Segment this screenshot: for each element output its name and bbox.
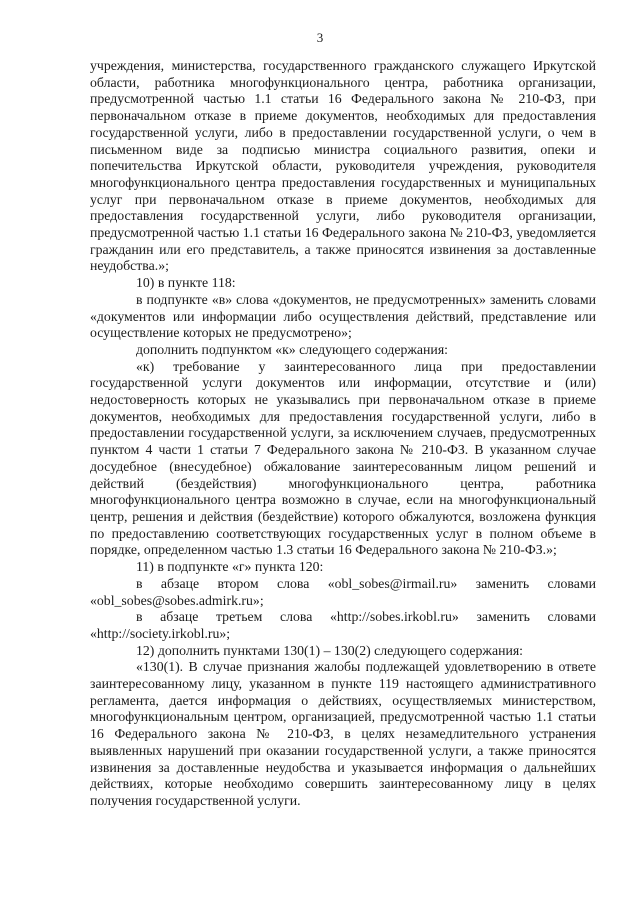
paragraph-item-11: 11) в подпункте «г» пункта 120: [136,559,324,575]
paragraph-item-12: 12) дополнить пунктами 130(1) – 130(2) следующего содержания: [136,642,524,658]
paragraph-item-10: 10) в пункте 118: [136,275,236,291]
document-body [90,58,596,810]
paragraph-subitem-k-text: «к) требование у заинтересованного лица при предоставлении государственной услуги документов или информации, отсутствие и (или) недостоверность которых не указывались при первоначальном отказе в приеме документов, необходимых для предоставления государственной услуги, либо в предоставлении государственной услуги, за исключением случаев, предусмотренных пунктом 4 части 1 статьи 7 Федерального закона № 210-ФЗ. В указанном случае досудебное (внесудебное) обжалование заинтересованным лицом решений и действий (бездействия) многофункционального центра, работника многофункционального центра возможно в случае, если на многофункциональный центр, решения и действия (бездействие) которого обжалуются, возложена функция по предоставлению соответствующих государственных услуг в полном объеме в порядке, определенном частью 1.3 статьи 16 Федерального закона № 210-ФЗ.»; [90,358,596,558]
paragraph-add-subitem-k: дополнить подпунктом «к» следующего содержания: [136,341,448,357]
paragraph-url-replacement: в абзаце третьем слова «http://sobes.irkobl.ru» заменить словами «http://society.irkobl.ru»; [90,609,596,641]
page-number: 3 [316,30,324,45]
paragraph-item-130-1: «130(1). В случае признания жалобы подлежащей удовлетворению в ответе заинтересованному лицу, указанном в пункте 119 настоящего административного регламента, дается информация о действиях, осуществляемых министерством, многофункциональным центром, организацией, предусмотренной частью 1.1 статьи 16 Федерального закона № 210-ФЗ, в целях незамедлительного устранения выявленных нарушений при оказании государственной услуги, а также приносятся извинения за доставленные неудобства и указывается информация о дальнейших действиях, которые необходимо совершить заинтересованному лицу в целях получения государственной услуги. [90,659,596,808]
paragraph-email-replacement: в абзаце втором слова «obl_sobes@irmail.ru» заменить словами «obl_sobes@sobes.admirk.ru»; [90,575,596,608]
paragraph-subitem-v: в подпункте «в» слова «документов, не предусмотренных» заменить словами «документов или информации либо осуществления действий, представление или осуществление которых не предусмотрено»; [90,291,596,341]
paragraph-continuation: учреждения, министерства, государственного гражданского служащего Иркутской области, работника многофункционального центра, работника организации, предусмотренной частью 1.1 статьи 16 Федерального закона № 210-ФЗ, при первоначальном отказе в приеме документов, необходимых для предоставления государственной услуги, либо в предоставлении государственной услуги, о чем в письменном виде за подписью министра социального развития, опеки и попечительства Иркутской области, руководителя учреждения, руководителя многофункционального центра предоставления государственных и муниципальных услуг при первоначальном отказе в приеме документов, необходимых для предоставления государственной услуги, либо руководителя организации, предусмотренной частью 1.1 статьи 16 Федерального закона № 210-ФЗ, уведомляется гражданин или его представитель, а также приносятся извинения за доставленные неудобства.»; [90,58,596,274]
